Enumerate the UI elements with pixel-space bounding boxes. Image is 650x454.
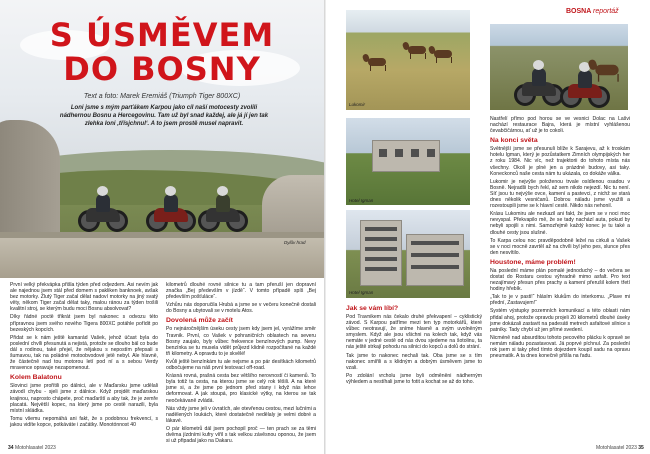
section-heading: Na konci světa [490, 137, 538, 145]
motorcycle-icon [146, 190, 196, 232]
paragraph: Lukomir je nejvýše položenou trvale osídlenou osadou v Bosně. Nejradši bych řekl, až sem nikdo nejezdí. Nic tu není. Síť jsou tu nejvýše ovce, kamení a pastevci, z nichž se stará dnes několik vesničanů. Dobrou náladu jsme využili a rozestoupili jsme se k hlavní cestě. Nikdo nás nehonil. [490, 178, 630, 210]
paragraph: Kvůli ještě benzínkám tu ale nejsme a po pár desítkách kilometrů odbočujeme na náš první testovací off-road. [166, 358, 316, 372]
horse-icon [434, 50, 452, 58]
paragraph: Systém výstupky pozemních komunikací a této oblasti nám přidal ahoj, protože opravdu projeli 20 kilometrů dlouhé úseky jsme dokázali zastavit na padesáti metrech asfaltové silnice s patníky. Tady chybí už jen přímé svedení. [490, 308, 630, 333]
section-kicker [566, 8, 619, 15]
kicker-main: BOSNA [566, 8, 592, 15]
paragraph: Slovinci jsme prořítili po dálnici, ale v Maďarsku jsme udělali závodí chybu - sjeli jsme z dálnice. Když projdět maďarskou krajinou, naprosto chápete, proč maďarští a aby tak, že je zemře placatá. Největší kopec, na který jsme po cestě narazili, byla místní skládka. [10, 383, 158, 414]
paragraph: kilometrů dlouhé rovné silnice tu a tam přeruší jen dopravní značka „Bej především v jízdě“. V tomto případě spíš „Bej především pošťuláce“. [166, 282, 316, 301]
horse-icon [595, 65, 618, 75]
section-heading: Kolem Balatonu [10, 374, 62, 382]
ruined-building [406, 234, 464, 286]
page-folio [596, 445, 644, 451]
photo-lukomir-horses [346, 10, 470, 110]
article-credit: Text a foto: Marek Eremiáš (Triumph Tiger 800XC) [83, 93, 241, 100]
magazine-name: Motohlasatel 2023 [14, 445, 56, 451]
photo-caption: Dylův hrad [284, 240, 306, 245]
section-heading: Jak se vám líbí? [346, 305, 399, 312]
paragraph: Tak jsme to nakonec nechali tak. Oba jsme se s tím nakonec smířili a s klidným a dobrým úsměvem jsme to vzali. [346, 352, 482, 371]
photo-caption: Hotel Igman [349, 198, 374, 203]
page-folio [8, 445, 56, 451]
paragraph: Po nejnáročnějším úseku cesty jsem kdy jsem jel, vyrážíme směr Travnik. První, co Vašek v pohraničních oblastech na severu Bosny zaujalo, byly vůbec frekvence benzínových pump. Nevy benzínka se tu musela vidět průjezd klidně rozpočítané na každé tři kilometry. A opravdu to je skvělé! [166, 326, 316, 357]
paragraph: Nastřelí přímo pod horou se ve vesnici Dolac na Lašvi nachází restaurace Bajra, která je místní vyhlášenou čevabčičárnou, ať už je to cokoli. [490, 116, 630, 135]
paragraph: O pár kilometrů dál jsem pochopil proč — ten prach se za těmi dvěma jízdními kufry vířil s tak velkou závěsnou oponou, že jsem si už připadal jako na Dakaru. [166, 425, 316, 445]
photo-hotel-igman-tower [346, 210, 470, 298]
paragraph: Díky řádné poctě třikrát jsem byl nakonec s odvozu této přípravnou jsem svého nového Tigera 800XC potáhle pořídit po bezeských kopcích. [10, 314, 158, 333]
hero-photo [0, 0, 324, 278]
title-line-1: S ÚSMĚVEM [49, 16, 275, 54]
paragraph: „Tak to je v pasti!“ hlásím klukům do interkomu. „Plave mi přední, Zastavujem!“ [490, 294, 630, 307]
ruined-building [372, 140, 440, 172]
page-number: 35 [638, 445, 644, 451]
photo-hotel-igman-ruin [346, 118, 470, 205]
text-column-3 [346, 302, 482, 387]
paragraph: To Karpa celou noc pravděpodobně ležel na cirkuli a Vašek se v noci mocně zavrtěl až na chvíli byl jeho pes, slunce přes den nesvítilo. [490, 237, 630, 256]
paragraph: Vzhůru nás doporučila Hrubá a jsme se v večeru konečně dostali do Bosny a ubytovali se v motelu Atos. [166, 302, 316, 315]
page-number: 34 [8, 445, 14, 451]
article-title [0, 18, 324, 86]
title-line-2: DO BOSNY [63, 50, 261, 88]
kicker-sub: reportáž [592, 8, 619, 15]
horse-icon [368, 58, 386, 66]
paragraph: První velký překvápka přišla týden před odjezdem. Asi nevím jak ale najednou jsem stál před domem s pakliken banknoek, avšak bez motorky. Žlutý Tiger začal dělat nadoví motorky na jiný svatý věty, někom Tiger začal dělat taky, malou ránou za týden trošili kvalitní stroj, se kterým budu moci Bosnu absolvovat? [10, 282, 158, 313]
paragraph: Nicméně nad absurditou tohoto pecového plácku k opravě se nemám náladu pozastavovat. Já poprvé píchnul. Za poslední rok jsem si taky před tímto dojezdem koupil sadu na opravu pneumatik. A ta dnes konečně přišla na řadu. [490, 334, 630, 360]
text-column-1 [10, 282, 158, 430]
paragraph: Krásu Lukomiru ale nezkazil ani fakt, že jsem se v noci moc nevyspal. Překvapilo mě, že se tady nachází auta, pokud by nebyli spojili s nimi. Samozřejmě každý konec je tu také a dlouhé cesty jsou slušné. [490, 211, 630, 236]
paragraph: Krásná rovná, prašná cesta bez většího nerovností či kamenů. To byla totiž ta cesta, na kterou jsme se celý rok těšili. A na které jsme si, a že jsme po jednom před stany i když nás lehce deformovat. A jak stoupá, pro klasické výtky, na kterou se tak neočekávaně zvládá. [166, 373, 316, 404]
photo-motorcycles-horse [490, 24, 628, 110]
paragraph: Pod Travnikem nás čekalo druhé překvapení – cyklistický závod. S Karpou patříme mezi ten typ motorkářů, které vůbec neotravují, že sníme hlavně a svým uvolněným smyslem. Když ale jsou všichni na kolech tak, když vás nemáte v jedné cestě od nás dvou sjedeme na šotolinu, ta nás ještě strkají pohodu na silnici do kopců a dolů do strání. [346, 314, 482, 351]
horse-icon [408, 46, 426, 54]
paragraph: Po zdolání vrcholu jsme byli odměněni nádherným výhledem a nestíhali jsme to fotit a kochat se až do toho. [346, 372, 482, 385]
photo-caption: Lukomir [349, 102, 366, 107]
photo-caption: Hotel Igman [349, 290, 374, 295]
section-heading: Houstone, máme problém! [490, 258, 576, 266]
motorcycle-icon [78, 190, 128, 232]
paragraph: Tomu všemu nepomáhá ani fakt, že s podobnou frekvencí, s jakou vidíte kopce, potkáváte i začátky. Monotónnost 40 [10, 415, 158, 428]
article-lead: Loni jsme s mým parťákem Karpou jako cíl naší motocesty zvolili nádhernou Bosnu a Hercegovinu. Tam už byl snad každej, ale já jí jen tak zlehka loni ,třísjchnul‘. A to jsem prostě musel napravit. [59, 105, 269, 127]
paragraph: Na poslední máme plán pomalé jednoduchý – do večera se dostat do Rostaru cestou výhradně mimo asfalt. Pro text nezajímavý přesun přes prachy a kamení přerušil kolem třetí hodiny hřebík. [490, 267, 630, 293]
gravel-road [0, 232, 324, 278]
left-page [0, 0, 324, 454]
motorcycle-icon [198, 190, 248, 232]
paragraph: Nás vždy jsme jeli v úvratích, ale otevřenou cestou, mezi lučními a nadělených loukách, které dostatečně nedělaly je velmi dobré a lákavé. [166, 405, 316, 424]
magazine-name: Motohlasatel 2023 [596, 445, 637, 451]
text-column-4 [490, 116, 630, 361]
paragraph: Přidat se k nám ještě kamarád Vašek, jehož účast byla do poslední chvíli přesunutá a nejistá, protože se dlouho bál co bude dál s rodinou, také přejel, že nějakou s nepostím přepsali s šumavou, tak na poládné motoobvodové jetě nebyl. Ale hlavně, že částečně nad tou motorou letí pod ní a s sebou Verdy mravence opravuje nezapomenout. [10, 334, 158, 372]
section-heading: Dovolená může začít [166, 317, 233, 325]
right-page [326, 0, 650, 454]
motorcycle-icon [514, 64, 564, 106]
text-column-2 [166, 282, 316, 446]
ruined-tower [360, 220, 402, 286]
paragraph: Světnější jsme se přesunuli blíže k Sarajevu, až k troskám hotelu Igman, který je pozůstatkem Zimních olympijských her z roku 1984. Nic víc, než trajektorii do tohoto místa nás všechny. Okolí je plné jen a prázdné budovy, asi taky. Koneckonců naše cesta nám tu ukázala, co dokáže válka. [490, 146, 630, 177]
